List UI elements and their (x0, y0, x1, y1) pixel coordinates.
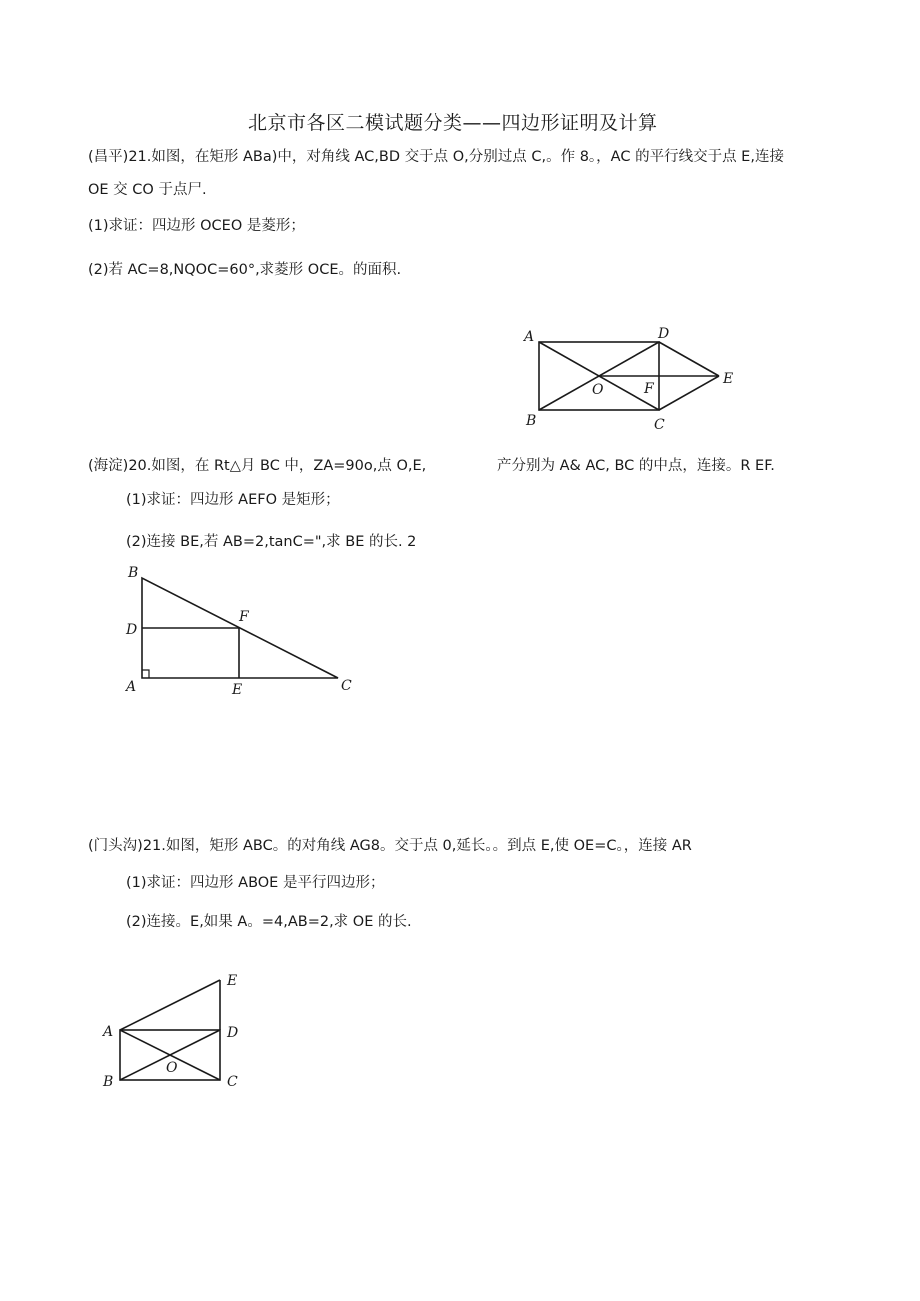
q2-part2: (2)连接 BE,若 AB=2,tanC=",求 BE 的长. 2 (126, 534, 417, 550)
q1-part1: (1)求证：四边形 OCEO 是菱形； (88, 218, 305, 234)
q3-label-b: B (103, 1074, 114, 1090)
q2-right-angle-mark (142, 670, 149, 678)
q2-label-d: D (126, 622, 138, 638)
q1-label-b: B (526, 413, 537, 429)
q3-line1: (门头沟)21.如图，矩形 ABC。的对角线 AG8。交于点 0,延长。。到点 E,使 OE=C。，连接 AR (88, 838, 692, 854)
q3-label-e: E (227, 973, 238, 989)
q3-label-d: D (227, 1025, 239, 1041)
q1-label-d: D (658, 326, 670, 342)
q3-segment-ae (120, 980, 220, 1030)
q2-label-c: C (341, 678, 352, 694)
q3-label-o: O (166, 1060, 178, 1076)
q2-line1b: 产分别为 A& AC, BC 的中点，连接。R EF. (497, 458, 775, 474)
q1-label-o: O (592, 382, 604, 398)
q1-part2: (2)若 AC=8,NQOC=60°,求菱形 OCE。的面积. (88, 262, 402, 278)
q1-figure (515, 320, 745, 438)
q1-label-a: A (524, 329, 535, 345)
q3-part1: (1)求证：四边形 ABOE 是平行四边形； (126, 875, 385, 891)
q1-label-e: E (723, 371, 734, 387)
q3-label-a: A (103, 1024, 114, 1040)
q3-figure (96, 968, 256, 1093)
q2-part1: (1)求证：四边形 AEFO 是矩形； (126, 492, 340, 508)
q1-segment-de (659, 342, 719, 376)
q2-label-b: B (128, 565, 139, 581)
q1-label-c: C (654, 417, 665, 433)
q2-label-a: A (126, 679, 137, 695)
q1-line2: OE 交 CO 于点尸. (88, 182, 207, 198)
q2-label-e: E (232, 682, 243, 698)
q2-figure (118, 560, 368, 705)
q1-segment-ce (659, 376, 719, 410)
q2-label-f: F (239, 609, 249, 625)
page-title: 北京市各区二模试题分类——四边形证明及计算 (248, 112, 658, 134)
q1-label-f: F (644, 381, 654, 397)
q3-label-c: C (227, 1074, 238, 1090)
q1-line1: (昌平)21.如图，在矩形 ABa)中，对角线 AC,BD 交于点 O,分别过点 C,。作 8。，AC 的平行线交于点 E,连接 (88, 149, 784, 165)
q2-line1a: (海淀)20.如图，在 Rt△月 BC 中，ZA=90o,点 O,E, (88, 458, 427, 474)
q3-part2: (2)连接。E,如果 A。=4,AB=2,求 OE 的长. (126, 914, 412, 930)
